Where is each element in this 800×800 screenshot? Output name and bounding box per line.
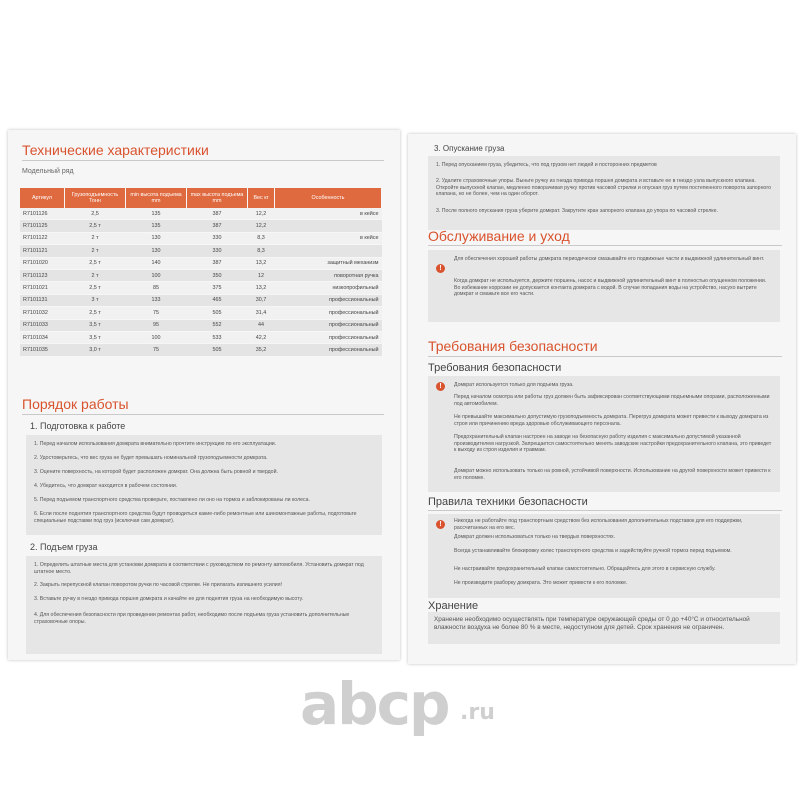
cell-capacity: 3,0 т bbox=[65, 344, 126, 356]
tech-safety-para: Домкрат должен использоваться только на твердых поверхностях. bbox=[454, 534, 616, 540]
col-article: Артикул bbox=[20, 188, 65, 208]
cell-capacity: 3,5 т bbox=[65, 319, 126, 331]
cell-min-height: 130 bbox=[126, 245, 187, 257]
cell-article: R7101122 bbox=[20, 232, 65, 244]
cell-article: R7101125 bbox=[20, 220, 65, 232]
tech-safety-para: Не производите разборку домкрата. Это может привести к его поломке. bbox=[454, 580, 628, 586]
cell-feature: низкопрофильный bbox=[275, 282, 382, 294]
lift-item: 1. Определить штатные места для установки домкрата в соответствии с руководством по ремонту автомобиля. Установить домкрат под штатное место. bbox=[34, 562, 364, 575]
cell-max-height: 387 bbox=[187, 257, 248, 269]
cell-article: R7101020 bbox=[20, 257, 65, 269]
cell-capacity: 2,5 bbox=[65, 208, 126, 220]
safety-box bbox=[428, 376, 780, 492]
cell-weight: 31,4 bbox=[248, 307, 275, 319]
tech-safety-box bbox=[428, 514, 780, 598]
tech-specs-title: Технические характеристики bbox=[22, 142, 209, 158]
col-min-height: min высота подъема mm bbox=[126, 188, 187, 208]
cell-article: R7101126 bbox=[20, 208, 65, 220]
safety-para: Домкрат можно использовать только на ровной, устойчивой поверхности. Использование на другой поверхности может привести к его поломке. bbox=[454, 468, 771, 481]
service-box bbox=[428, 250, 780, 322]
cell-weight: 12,2 bbox=[248, 208, 275, 220]
col-capacity: Грузоподъемность Тонн bbox=[65, 188, 126, 208]
divider bbox=[22, 160, 384, 161]
cell-max-height: 375 bbox=[187, 282, 248, 294]
cell-feature bbox=[275, 220, 382, 232]
cell-weight: 44 bbox=[248, 319, 275, 331]
cell-max-height: 387 bbox=[187, 220, 248, 232]
prep-box bbox=[26, 435, 382, 535]
divider bbox=[428, 356, 782, 357]
tech-safety-para: Никогда не работайте под транспортным средством без использования дополнительных подставок для его поддержки, рассчитанных на его вес. bbox=[454, 518, 743, 531]
prep-item: 2. Удостоверьтесь, что вес груза не будет превышать номинальной грузоподъемности домкрата. bbox=[34, 455, 268, 461]
abcp-logo bbox=[300, 670, 520, 742]
table-body bbox=[20, 208, 382, 356]
cell-article: R7101021 bbox=[20, 282, 65, 294]
safety-subtitle: Требования безопасности bbox=[428, 362, 562, 374]
lowering-item: 3. После полного опускания груза уберите домкрат. Закрутите кран запорного клапана до упора по часовой стрелке. bbox=[436, 208, 718, 214]
cell-feature: профессиональный bbox=[275, 319, 382, 331]
col-feature: Особенность bbox=[275, 188, 382, 208]
table-row bbox=[20, 344, 382, 356]
cell-weight: 12 bbox=[248, 269, 275, 281]
service-title: Обслуживание и уход bbox=[428, 228, 570, 244]
cell-capacity: 2,5 т bbox=[65, 307, 126, 319]
model-range-label: Модельный ряд bbox=[22, 168, 74, 175]
storage-title: Хранение bbox=[428, 600, 479, 612]
cell-capacity: 2 т bbox=[65, 245, 126, 257]
storage-box bbox=[428, 612, 780, 644]
cell-feature: профессиональный bbox=[275, 331, 382, 343]
prep-item: 3. Оцените поверхность, на которой будет расположен домкрат. Она должна быть ровной и твердой. bbox=[34, 469, 278, 475]
lowering-item: 1. Перед опусканием груза, убедитесь, что под грузом нет людей и посторонних предметов bbox=[436, 162, 657, 168]
cell-article: R7101035 bbox=[20, 344, 65, 356]
cell-feature: профессиональный bbox=[275, 344, 382, 356]
cell-capacity: 3 т bbox=[65, 294, 126, 306]
service-para: Когда домкрат не используется, держите поршень, насос и выдвижной удлинительный винт в полностью опущенном положении. Во избежание коррозии не допускается контакта домкрата с водой. В случае попадания воды на устройство, насухо вытрите домкрат и смажьте все его части. bbox=[454, 278, 767, 298]
lowering-subtitle: 3. Опускание груза bbox=[434, 144, 505, 153]
cell-feature: в кейсе bbox=[275, 208, 382, 220]
cell-min-height: 130 bbox=[126, 232, 187, 244]
col-weight: Вес кг bbox=[248, 188, 275, 208]
table-row bbox=[20, 331, 382, 343]
warning-icon: ! bbox=[436, 264, 445, 273]
table-row bbox=[20, 220, 382, 232]
safety-para: Предохранительный клапан настроен на заводе на безопасную работу изделия с максимально допустимой указанной производителем нагрузкой. Запрещается самостоятельно менять заводские настройки предохранительного клапана, это приведет к выходу из строя изделия и травмам. bbox=[454, 434, 772, 454]
cell-feature: в кейсе bbox=[275, 232, 382, 244]
lift-item: 4. Для обеспечения безопасности при проведении ремонтах работ, необходимо после подъема груза установить дополнительные страховочные опоры. bbox=[34, 612, 350, 625]
cell-max-height: 505 bbox=[187, 307, 248, 319]
right-page bbox=[408, 134, 796, 664]
cell-feature bbox=[275, 245, 382, 257]
cell-max-height: 387 bbox=[187, 208, 248, 220]
cell-min-height: 135 bbox=[126, 220, 187, 232]
cell-feature: поворотная ручка bbox=[275, 269, 382, 281]
table-row bbox=[20, 245, 382, 257]
cell-min-height: 140 bbox=[126, 257, 187, 269]
prep-item: 4. Убедитесь, что домкрат находится в рабочем состоянии. bbox=[34, 483, 178, 489]
cell-weight: 42,2 bbox=[248, 331, 275, 343]
table-row bbox=[20, 307, 382, 319]
warning-icon: ! bbox=[436, 520, 445, 529]
cell-min-height: 100 bbox=[126, 331, 187, 343]
cell-article: R7101032 bbox=[20, 307, 65, 319]
lift-item: 3. Вставьте ручку в гнездо привода поршня домкрата и качайте ее для поднятия груза на необходимую высоту. bbox=[34, 596, 304, 602]
safety-para: Домкрат используется только для подъема груза. bbox=[454, 382, 574, 388]
cell-feature: профессиональный bbox=[275, 307, 382, 319]
logo-main-text: abcp bbox=[300, 670, 449, 738]
table-row bbox=[20, 319, 382, 331]
cell-max-height: 505 bbox=[187, 344, 248, 356]
cell-article: R7101121 bbox=[20, 245, 65, 257]
cell-article: R7101123 bbox=[20, 269, 65, 281]
cell-weight: 30,7 bbox=[248, 294, 275, 306]
divider bbox=[22, 414, 384, 415]
tech-safety-title: Правила техники безопасности bbox=[428, 496, 588, 508]
cell-max-height: 330 bbox=[187, 232, 248, 244]
cell-article: R7101131 bbox=[20, 294, 65, 306]
lowering-box bbox=[428, 156, 780, 230]
cell-min-height: 85 bbox=[126, 282, 187, 294]
cell-weight: 35,2 bbox=[248, 344, 275, 356]
table-row bbox=[20, 257, 382, 269]
storage-text: Хранение необходимо осуществлять при температуре окружающей среды от 0 до +40°С и относительной влажности воздуха не более 80 % в месте, недоступном для детей. Срок хранения не ограничен. bbox=[434, 616, 750, 631]
cell-capacity: 2,5 т bbox=[65, 220, 126, 232]
cell-min-height: 75 bbox=[126, 344, 187, 356]
lift-item: 2. Закрыть перепускной клапан поворотом ручки по часовой стрелке. Не прилагать излишнего усилия! bbox=[34, 582, 282, 588]
prep-item: 1. Перед началом использования домкрата внимательно прочтите инструкцию по его эксплуатации. bbox=[34, 441, 277, 447]
cell-article: R7101033 bbox=[20, 319, 65, 331]
cell-min-height: 95 bbox=[126, 319, 187, 331]
cell-max-height: 330 bbox=[187, 245, 248, 257]
safety-para: Перед началом осмотра или работы груз должен быть зафиксирован соответствующими подъемными опорами, расположенными под автомобилем. bbox=[454, 394, 770, 407]
cell-min-height: 75 bbox=[126, 307, 187, 319]
cell-feature: профессиональный bbox=[275, 294, 382, 306]
cell-feature: защитный механизм bbox=[275, 257, 382, 269]
cell-capacity: 3,5 т bbox=[65, 331, 126, 343]
table-row bbox=[20, 282, 382, 294]
cell-min-height: 135 bbox=[126, 208, 187, 220]
tech-safety-para: Всегда устанавливайте блокировку колес транспортного средства и задействуйте ручной тормоз перед подъемом. bbox=[454, 548, 732, 554]
cell-max-height: 465 bbox=[187, 294, 248, 306]
cell-weight: 8,3 bbox=[248, 232, 275, 244]
table-row bbox=[20, 208, 382, 220]
lift-box bbox=[26, 556, 382, 654]
cell-max-height: 533 bbox=[187, 331, 248, 343]
specs-table bbox=[20, 188, 382, 357]
cell-capacity: 2,5 т bbox=[65, 282, 126, 294]
cell-capacity: 2 т bbox=[65, 232, 126, 244]
table-row bbox=[20, 269, 382, 281]
col-max-height: max высота подъема mm bbox=[187, 188, 248, 208]
prep-subtitle: 1. Подготовка к работе bbox=[30, 421, 126, 431]
safety-title: Требования безопасности bbox=[428, 338, 598, 354]
lift-subtitle: 2. Подъем груза bbox=[30, 542, 98, 552]
safety-para: Не превышайте максимально допустимую грузоподъемность домкрата. Перегруз домкрата может привести к выходу домкрата из строя или причинению вреда здоровью обслуживающего персонала. bbox=[454, 414, 769, 427]
left-page bbox=[8, 130, 400, 660]
divider bbox=[428, 245, 782, 246]
cell-weight: 13,2 bbox=[248, 257, 275, 269]
tech-safety-para: Не настраивайте предохранительный клапан самостоятельно. Обращайтесь для этого в сервисную службу. bbox=[454, 566, 716, 572]
cell-max-height: 552 bbox=[187, 319, 248, 331]
service-para: Для обеспечения хорошей работы домкрата периодически смазывайте его подвижные части и выдвижной удлинительный винт. bbox=[454, 256, 765, 262]
warning-icon: ! bbox=[436, 382, 445, 391]
cell-capacity: 2 т bbox=[65, 269, 126, 281]
cell-capacity: 2,5 т bbox=[65, 257, 126, 269]
table-row bbox=[20, 232, 382, 244]
divider bbox=[428, 510, 782, 511]
logo-tld-text: .ru bbox=[460, 700, 495, 725]
lowering-item: 2. Удалите страховочные упоры. Выньте ручку из гнезда привода поршня домкрата и вставьте ее в гнездо узла выпускного клапана. Откройте выпускной клапан, медленно поворачивая ручку против часовой стрелки и опуская груз путем постепенного поворота запорного клапана, но не более, чем на один оборот. bbox=[436, 178, 771, 198]
table-header-row bbox=[20, 188, 382, 208]
cell-weight: 12,2 bbox=[248, 220, 275, 232]
cell-min-height: 133 bbox=[126, 294, 187, 306]
prep-item: 6. Если после поднятия транспортного средства будут проводиться какие-либо ремонтные или шиномонтажные работы, подготовьте специальные подставки под груз (исключая сам домкрат). bbox=[34, 511, 357, 524]
cell-article: R7101034 bbox=[20, 331, 65, 343]
prep-item: 5. Перед подъемом транспортного средства проверьте, поставлено ли оно на тормоз и заблокированы ли колеса. bbox=[34, 497, 310, 503]
work-order-title: Порядок работы bbox=[22, 396, 129, 412]
table-row bbox=[20, 294, 382, 306]
cell-weight: 8,3 bbox=[248, 245, 275, 257]
cell-weight: 13,2 bbox=[248, 282, 275, 294]
cell-max-height: 350 bbox=[187, 269, 248, 281]
cell-min-height: 100 bbox=[126, 269, 187, 281]
